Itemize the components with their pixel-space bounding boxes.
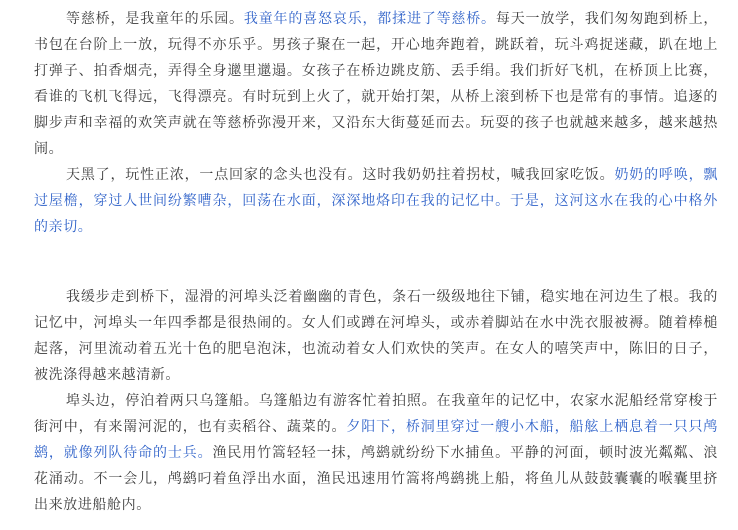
highlighted-text-segment: 奶奶的呼唤，飘过屋檐，穿过人世间纷繁嘈杂，回荡在水面，深深地烙印在我的记忆中。于是，这河这水在我的心中格外的亲切。 [34, 167, 718, 235]
paragraph-2 [34, 162, 718, 240]
paragraph-1 [34, 6, 718, 162]
paragraph-4 [34, 388, 718, 518]
text-segment: 渔民用竹篙轻轻一抹，鸬鹚就纷纷下水捕鱼。平静的河面，顿时波光粼粼、浪花涌动。不一会儿，鸬鹚叼着鱼浮出水面，渔民迅速用竹篙将鸬鹚挑上船，将鱼儿从鼓鼓囊囊的喉囊里挤出来放进船舱内。 [34, 445, 718, 513]
text-segment: 等慈桥，是我童年的乐园。 [66, 11, 244, 27]
text-segment: 天黑了，玩性正浓，一点回家的念头也没有。这时我奶奶拄着拐杖，喊我回家吃饭。 [66, 167, 615, 183]
text-segment: 每天一放学，我们匆匆跑到桥上，书包在台阶上一放，玩得不亦乐乎。男孩子聚在一起，开心地奔跑着，跳跃着，玩斗鸡捉迷藏，趴在地上打弹子、拍香烟壳，弄得全身邋里邋遢。女孩子在桥边跳皮筋、丢手绢。我们折好飞机，在桥顶上比赛，看谁的飞机飞得远，飞得漂亮。有时玩到上火了，就开始打架，从桥上滚到桥下也是常有的事情。追逐的脚步声和幸福的欢笑声就在等慈桥弥漫开来，又沿东大街蔓延而去。玩耍的孩子也就越来越多，越来越热闹。 [34, 11, 719, 157]
highlighted-text-segment: 我童年的喜怒哀乐，都揉进了等慈桥。 [243, 11, 496, 27]
paragraph-spacer [34, 240, 718, 284]
paragraph-3 [34, 284, 718, 388]
text-segment: 我缓步走到桥下，湿滑的河埠头泛着幽幽的青色，条石一级级地往下铺，稳实地在河边生了根。我的记忆中，河埠头一年四季都是很热闹的。女人们或蹲在河埠头，或赤着脚站在水中洗衣服被褥。随着棒槌起落，河里流动着五光十色的肥皂泡沫，也流动着女人们欢快的笑声。在女人的嘻笑声中，陈旧的日子，被洗涤得越来越清新。 [34, 289, 718, 383]
text-segment: 埠头边，停泊着两只乌篷船。乌篷船边有游客忙着拍照。在我童年的记忆中，农家水泥船经常穿梭于街河中，有来罱河泥的，也有卖稻谷、蔬菜的。 [34, 393, 718, 435]
highlighted-text-segment: 夕阳下，桥洞里穿过一艘小木船，船舷上栖息着一只只鸬鹚，就像列队待命的士兵。 [34, 419, 718, 461]
article-body [34, 6, 718, 518]
